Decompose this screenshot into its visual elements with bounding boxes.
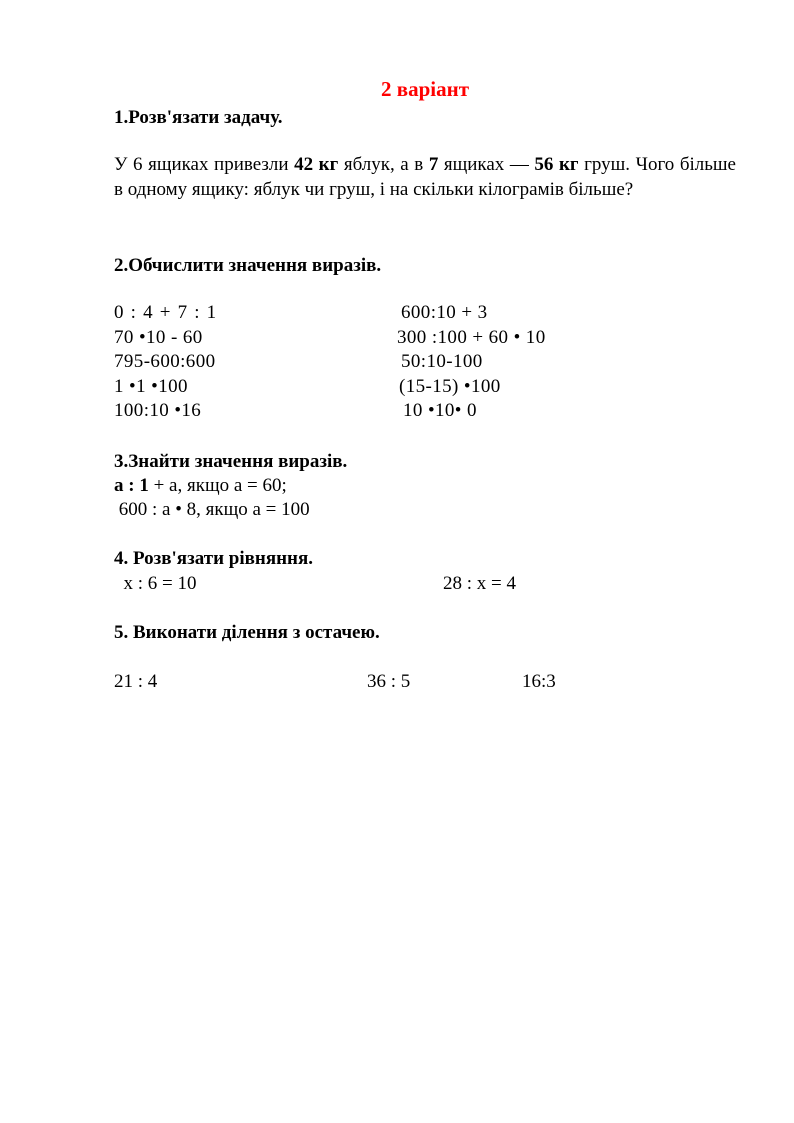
- task2-left-expr-1: 0 : 4 + 7 : 1: [114, 302, 218, 323]
- task4-equation-2: 28 : x = 4: [443, 573, 516, 594]
- task1-text: [114, 153, 736, 202]
- task1-pears-weight: 56 кг: [534, 154, 579, 175]
- task1-heading: 1.Розв'язати задачу.: [114, 107, 283, 128]
- task1-text-part4: груш. Чого більше в одному ящику: яблук чи груш, і на скільки кілограмів більше?: [114, 154, 736, 200]
- task2-left-expr-5: 100:10 •16: [114, 400, 202, 421]
- task3-expression-1-rest: + а, якщо а = 60;: [148, 475, 287, 496]
- task1-apples-weight: 42 кг: [294, 154, 339, 175]
- task2-right-expr-1: 600:10 + 3: [401, 302, 488, 323]
- variant-title: 2 варіант: [380, 77, 470, 101]
- task4-equation-1: x : 6 = 10: [114, 573, 197, 594]
- task3-heading: 3.Знайти значення виразів.: [114, 451, 348, 472]
- task3-expression-1-bold: а : 1: [114, 475, 149, 496]
- task1-text-part3: ящиках —: [438, 154, 535, 175]
- task1-boxes-count: 7: [428, 154, 439, 175]
- task5-division-3: 16:3: [522, 671, 556, 692]
- task2-heading: 2.Обчислити значення виразів.: [114, 255, 382, 276]
- task2-right-expr-2: 300 :100 + 60 • 10: [397, 327, 546, 348]
- task2-right-expr-4: (15-15) •100: [399, 376, 501, 397]
- task2-right-expr-5: 10 •10• 0: [403, 400, 477, 421]
- task2-left-expr-3: 795-600:600: [114, 351, 216, 372]
- task1-text-part2: яблук, а в: [338, 154, 429, 175]
- task2-left-expr-2: 70 •10 - 60: [114, 327, 203, 348]
- task3-expression-2: 600 : а • 8, якщо а = 100: [114, 499, 310, 520]
- task2-right-expr-3: 50:10-100: [401, 351, 483, 372]
- task3-expression-1: [114, 475, 287, 497]
- task2-left-expr-4: 1 •1 •100: [114, 376, 188, 397]
- task5-heading: 5. Виконати ділення з остачею.: [114, 622, 380, 643]
- task4-heading: 4. Розв'язати рівняння.: [114, 548, 314, 569]
- task5-division-1: 21 : 4: [114, 671, 158, 692]
- task1-text-part1: У 6 ящиках привезли: [114, 154, 295, 175]
- task5-division-2: 36 : 5: [367, 671, 411, 692]
